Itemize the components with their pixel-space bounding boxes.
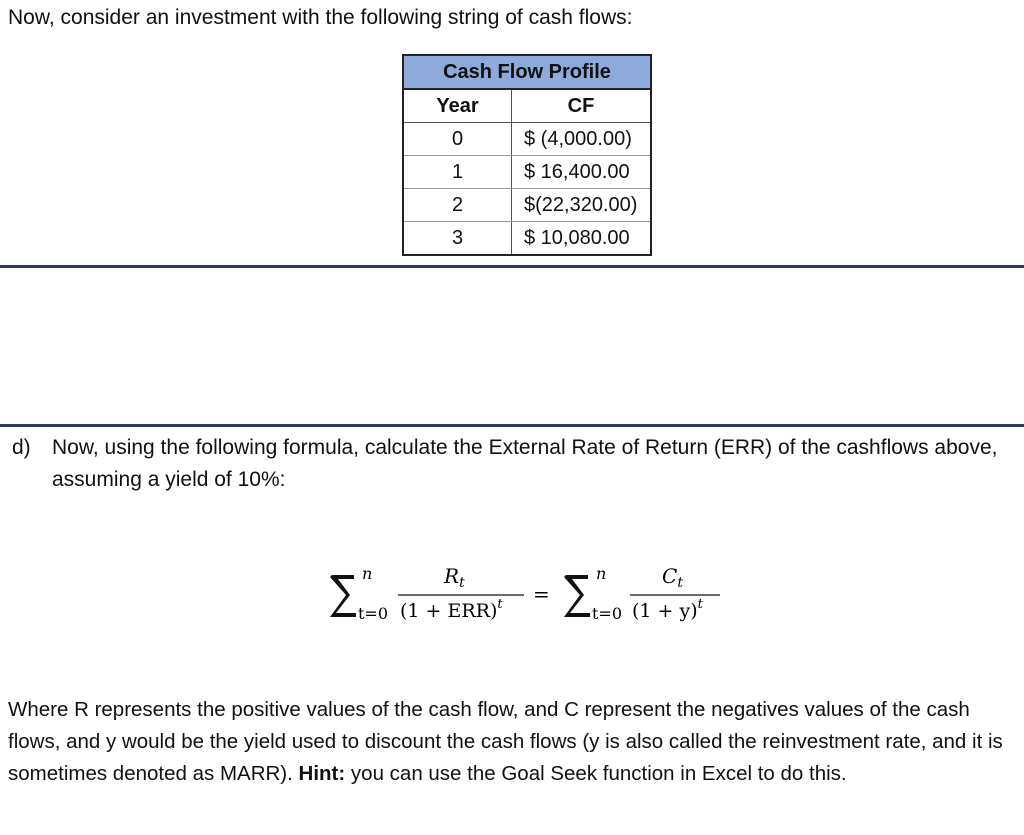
year-header: Year xyxy=(403,89,512,123)
section-divider-top xyxy=(0,265,1024,268)
section-divider-bottom xyxy=(0,424,1024,427)
lhs-numerator: $R_t$ xyxy=(444,564,465,591)
table-row xyxy=(403,123,651,156)
intro-text: Now, consider an investment with the following string of cash flows: xyxy=(8,6,633,29)
err-formula xyxy=(328,555,728,635)
table-row xyxy=(403,156,651,189)
cf-cell: $ 10,080.00 xyxy=(512,222,652,256)
sum-lower: t=0 xyxy=(358,604,389,623)
lhs-denominator: (1 + ERR)$^t$ xyxy=(400,597,503,622)
cf-cell: $ (4,000.00) xyxy=(512,123,652,156)
equals-sign: = xyxy=(533,582,550,606)
table-row xyxy=(403,189,651,222)
year-cell: 3 xyxy=(403,222,512,256)
sigma-icon xyxy=(330,575,356,617)
sum-upper: n xyxy=(362,564,373,583)
year-cell: 1 xyxy=(403,156,512,189)
question-text: Now, using the following formula, calculate the External Rate of Return (ERR) of the cashflows above, assuming a yield of 10%: xyxy=(52,436,998,491)
table-row xyxy=(403,222,651,256)
year-cell: 2 xyxy=(403,189,512,222)
explanation-text: Where R represents the positive values of the cash flow, and C represent the negatives values of the cash flows, and y would be the yield used to discount the cash flows (y is also called the reinvestment rate, and it is sometimes denoted as MARR). xyxy=(8,698,1003,785)
hint-text: you can use the Goal Seek function in Excel to do this. xyxy=(345,762,847,785)
cf-header: CF xyxy=(512,89,652,123)
cf-cell: $(22,320.00) xyxy=(512,189,652,222)
question-label: d) xyxy=(12,436,31,459)
sigma-icon xyxy=(564,575,590,617)
sum-upper: n xyxy=(596,564,607,583)
cf-cell: $ 16,400.00 xyxy=(512,156,652,189)
rhs-denominator: $(1 + y)^t$ xyxy=(632,597,703,622)
hint-label: Hint: xyxy=(298,762,346,785)
sum-lower: t=0 xyxy=(592,604,623,623)
cash-flow-table xyxy=(402,54,652,256)
table-title: Cash Flow Profile xyxy=(403,55,651,89)
rhs-numerator: $C_t$ xyxy=(662,564,683,591)
year-cell: 0 xyxy=(403,123,512,156)
explanation-paragraph xyxy=(8,694,1018,790)
